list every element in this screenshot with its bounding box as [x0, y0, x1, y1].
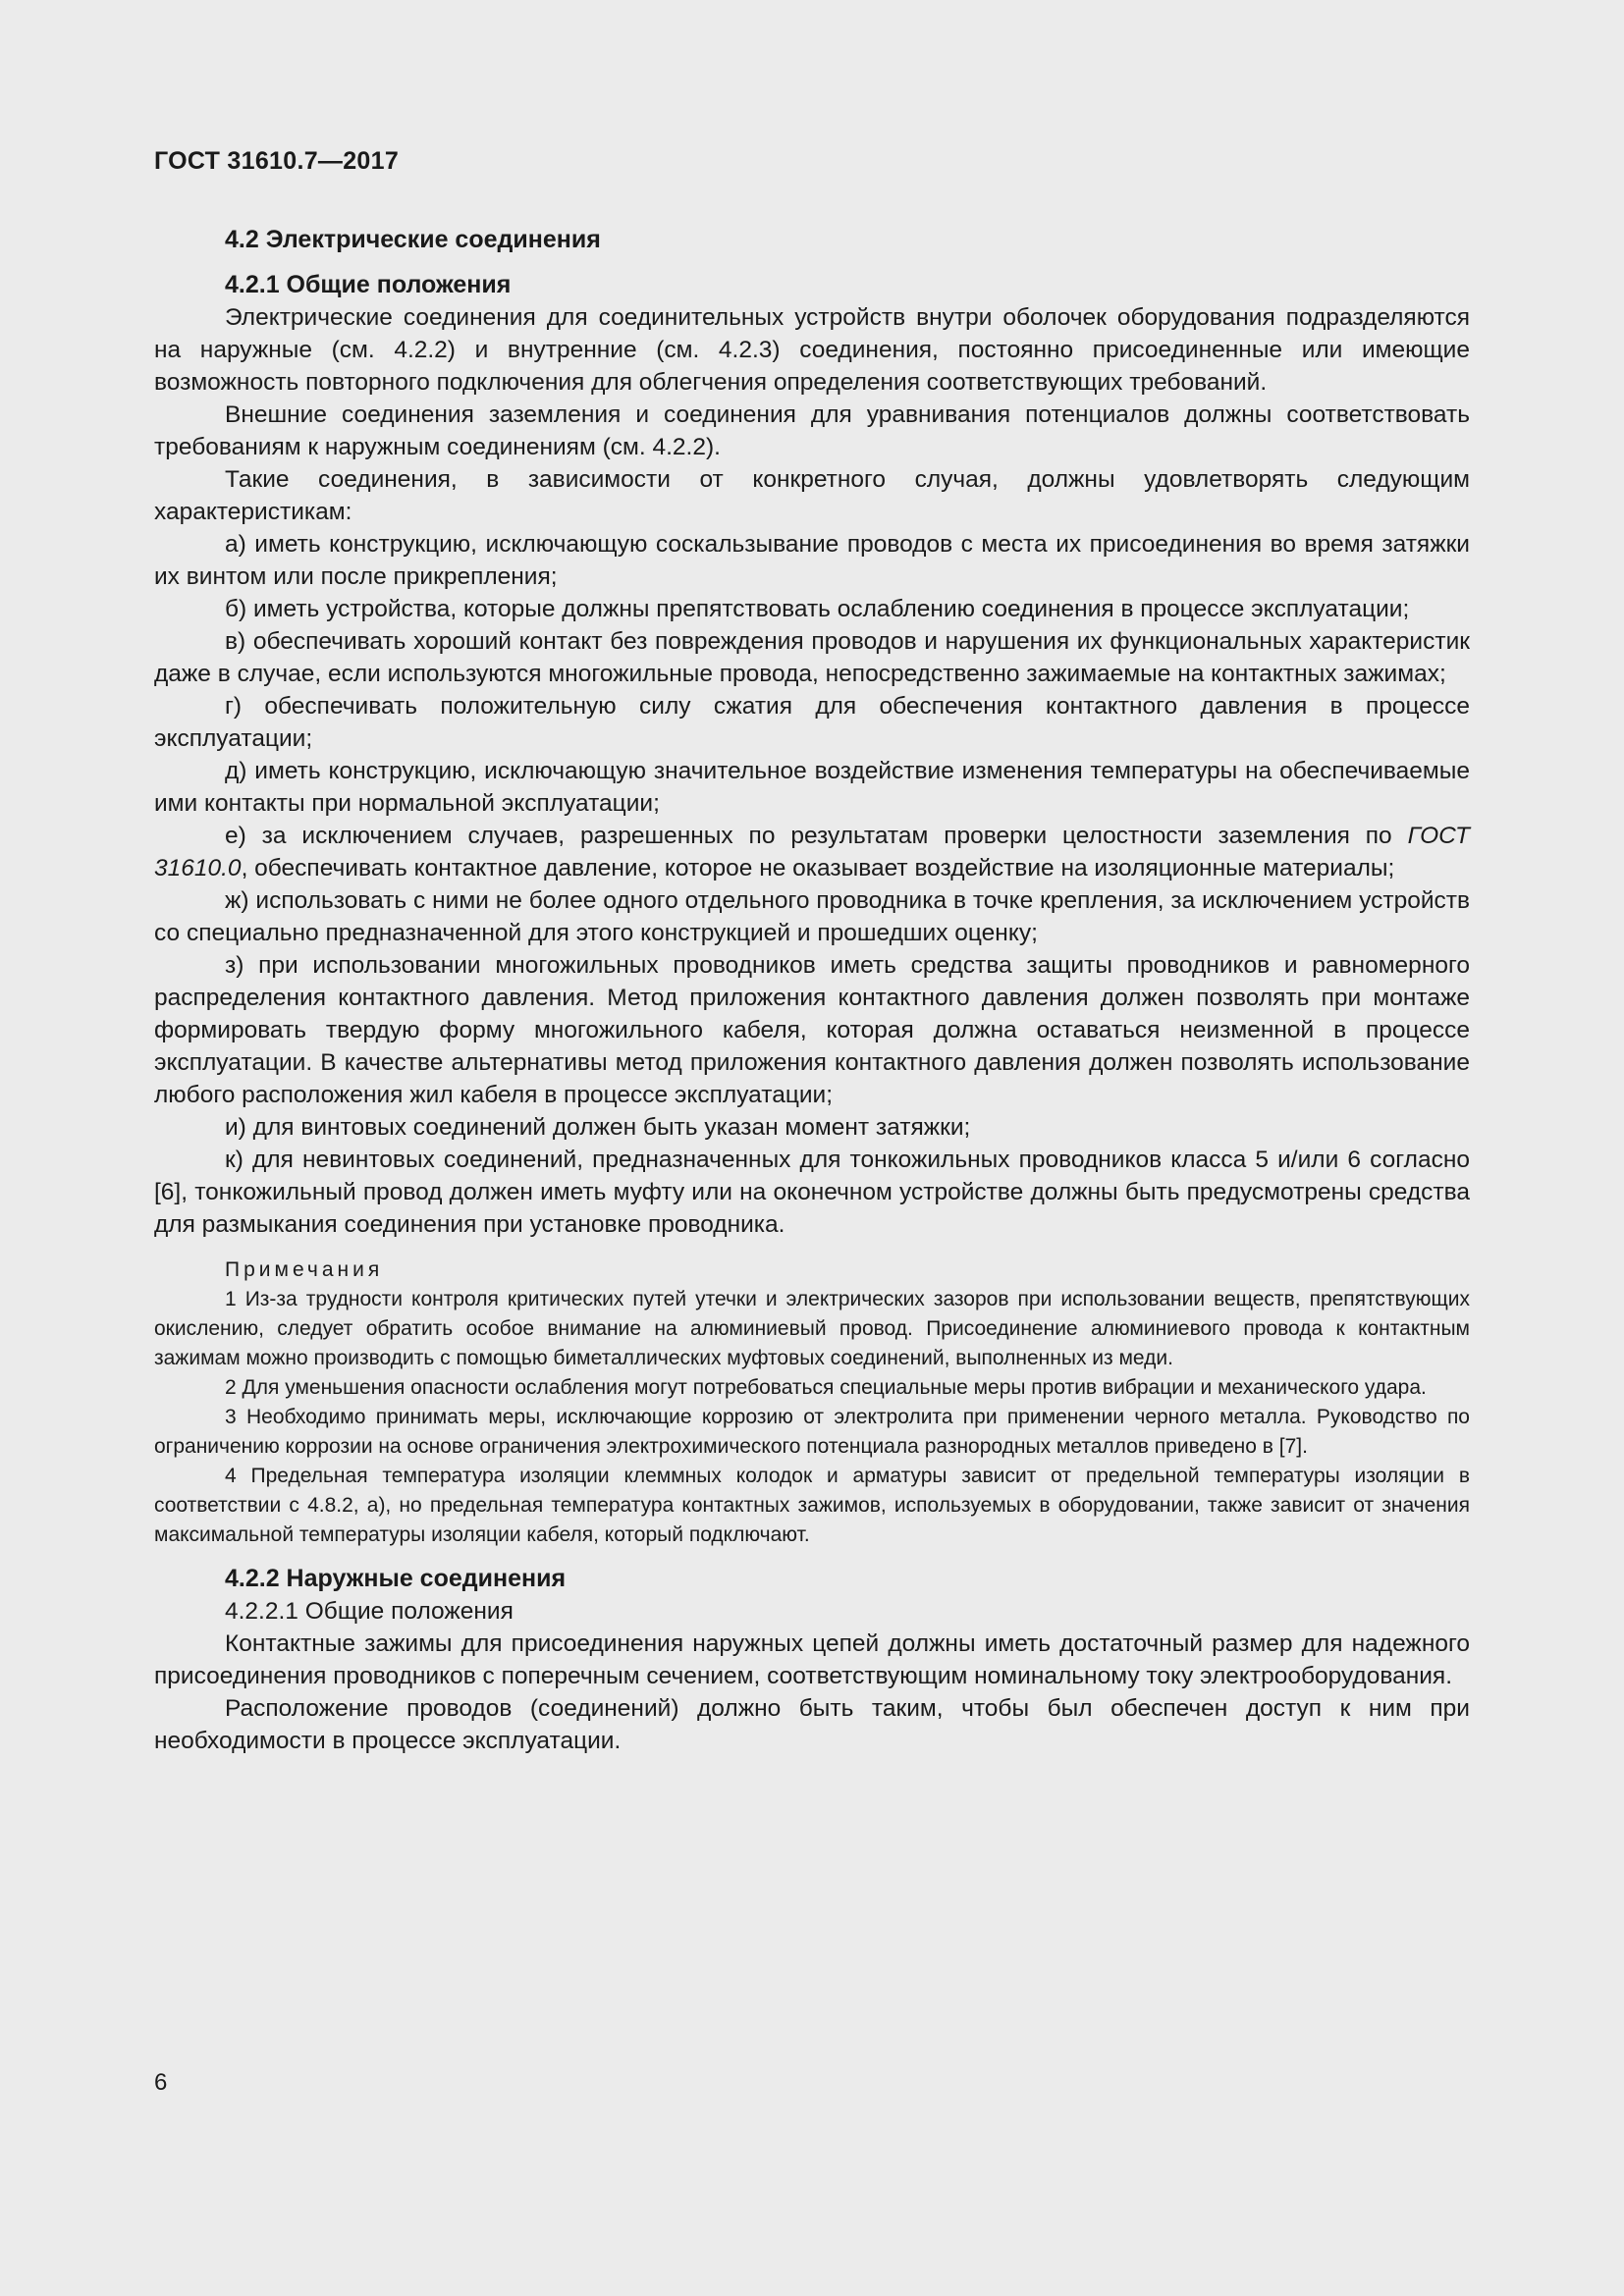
note-item: 2 Для уменьшения опасности ослабления могут потребоваться специальные меры против вибрации и механического удара.: [225, 1376, 1427, 1399]
notes-heading: Примечания: [225, 1258, 384, 1281]
list-item: б) иметь устройства, которые должны препятствовать ослаблению соединения в процессе эксплуатации;: [225, 596, 1410, 622]
standard-reference: ГОСТ 31610.0: [154, 823, 1470, 881]
paragraph: Расположение проводов (соединений) должно быть таким, чтобы был обеспечен доступ к ним при необходимости в процессе эксплуатации.: [154, 1695, 1470, 1754]
list-item: ж) использовать с ними не более одного отдельного проводника в точке крепления, за исключением устройств со специально предназначенной для этого конструкцией и прошедших оценку;: [154, 887, 1470, 946]
list-item-text: е) за исключением случаев, разрешенных по результатам проверки целостности заземления по: [225, 823, 1408, 849]
note-item: 4 Предельная температура изоляции клеммных колодок и арматуры зависит от предельной температуры изоляции в соответствии с 4.8.2, а), но предельная температура контактных зажимов, используемых в оборудовании, также зависит от значения максимальной температуры изоляции кабеля, который подключают.: [154, 1465, 1470, 1546]
page-number: 6: [154, 2069, 168, 2096]
list-item: г) обеспечивать положительную силу сжатия для обеспечения контактного давления в процессе эксплуатации;: [154, 693, 1470, 752]
paragraph: Внешние соединения заземления и соединения для уравнивания потенциалов должны соответствовать требованиям к наружным соединениям (см. 4.2.2).: [154, 401, 1470, 460]
list-item: и) для винтовых соединений должен быть указан момент затяжки;: [225, 1114, 971, 1141]
note-item: 1 Из-за трудности контроля критических путей утечки и электрических зазоров при использовании веществ, препятствующих окислению, следует обратить особое внимание на алюминиевый провод. Присоединение алюминиевого провода к контактным зажимам можно производить с помощью биметаллических муфтовых соединений, выполненных из меди.: [154, 1288, 1470, 1369]
subsection-heading: 4.2.1 Общие положения: [225, 271, 512, 298]
list-item: [154, 820, 1470, 884]
document-body: [154, 224, 1470, 1757]
list-item: а) иметь конструкцию, исключающую соскальзывание проводов с места их присоединения во время затяжки их винтом или после прикрепления;: [154, 531, 1470, 590]
list-item: в) обеспечивать хороший контакт без повреждения проводов и нарушения их функциональных характеристик даже в случае, если используются многожильные провода, непосредственно зажимаемые на контактных зажимах;: [154, 628, 1470, 687]
paragraph: Такие соединения, в зависимости от конкретного случая, должны удовлетворять следующим характеристикам:: [154, 466, 1470, 525]
subsubsection-heading: 4.2.2.1 Общие положения: [225, 1598, 514, 1625]
document-header: ГОСТ 31610.7—2017: [154, 147, 400, 175]
list-item: д) иметь конструкцию, исключающую значительное воздействие изменения температуры на обеспечиваемые ими контакты при нормальной эксплуатации;: [154, 758, 1470, 817]
list-item: к) для невинтовых соединений, предназначенных для тонкожильных проводников класса 5 и/или 6 согласно [6], тонкожильный провод должен иметь муфту или на оконечном устройстве должны быть предусмотрены средства для размыкания соединения при установке проводника.: [154, 1147, 1470, 1238]
list-item: з) при использовании многожильных проводников иметь средства защиты проводников и равномерного распределения контактного давления. Метод приложения контактного давления должен позволять при монтаже формировать твердую форму многожильного кабеля, которая должна оставаться неизменной в процессе эксплуатации. В качестве альтернативы метод приложения контактного давления должен позволять использование любого расположения жил кабеля в процессе эксплуатации;: [154, 952, 1470, 1108]
paragraph: Электрические соединения для соединительных устройств внутри оболочек оборудования подразделяются на наружные (см. 4.2.2) и внутренние (см. 4.2.3) соединения, постоянно присоединенные или имеющие возможность повторного подключения для облегчения определения соответствующих требований.: [154, 304, 1470, 396]
list-item-text: , обеспечивать контактное давление, которое не оказывает воздействие на изоляционные материалы;: [241, 855, 1395, 881]
subsection-heading: 4.2.2 Наружные соединения: [225, 1565, 567, 1592]
section-heading: 4.2 Электрические соединения: [225, 226, 601, 253]
paragraph: Контактные зажимы для присоединения наружных цепей должны иметь достаточный размер для надежного присоединения проводников с поперечным сечением, соответствующим номинальному току электрооборудования.: [154, 1630, 1470, 1689]
note-item: 3 Необходимо принимать меры, исключающие коррозию от электролита при применении черного металла. Руководство по ограничению коррозии на основе ограничения электрохимического потенциала разнородных металлов приведено в [7].: [154, 1406, 1470, 1458]
